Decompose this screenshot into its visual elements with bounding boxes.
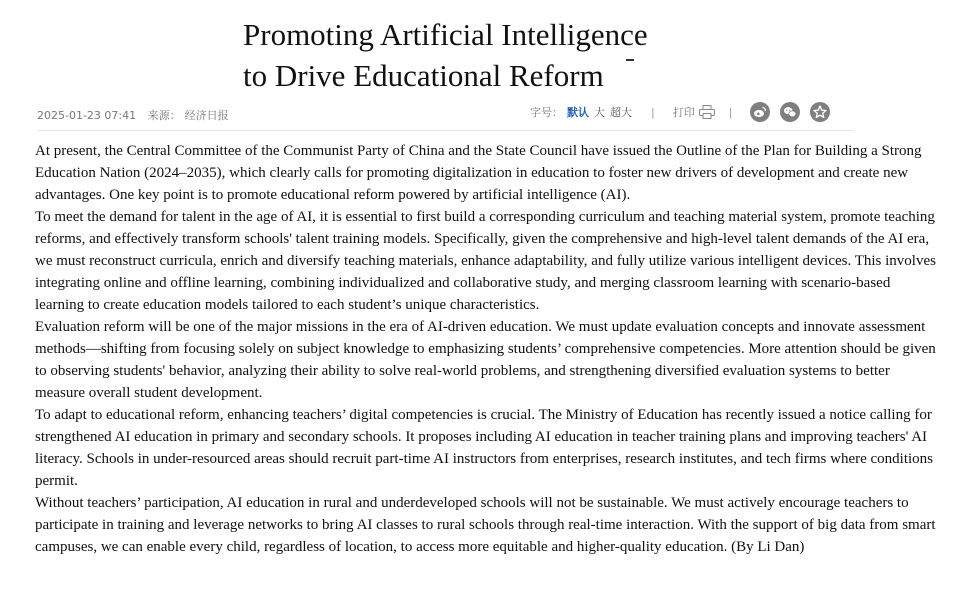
source-label: 来源： <box>147 109 181 122</box>
font-size-extra-large[interactable]: 超大 <box>610 106 632 119</box>
publish-info <box>37 107 237 123</box>
font-size-default[interactable]: 默认 <box>567 106 589 119</box>
headline-stray-mark <box>626 59 634 61</box>
article-paragraph-3: Evaluation reform will be one of the major missions in the era of AI-driven education. We must update evaluation concepts and innovate assessment methods—shifting from focusing solely on subject knowledge to emphasizing students’ comprehensive competencies. More attention should be given to observing students' behavior, analyzing their ability to solve real-world problems, and strengthening diversified evaluation systems to better measure overall student development. <box>35 319 936 401</box>
meta-divider <box>37 130 854 131</box>
article-meta-bar <box>37 100 854 130</box>
publish-date: 2025-01-23 07:41 <box>37 109 137 122</box>
headline-line-1: Promoting Artificial Intelligence <box>243 17 648 52</box>
source-name: 经济日报 <box>184 109 229 122</box>
font-size-label: 字号： <box>530 106 563 119</box>
favorite-star-icon[interactable] <box>810 102 830 122</box>
tools-separator: | <box>651 105 655 119</box>
headline-line-2: to Drive Educational Reform <box>243 58 604 93</box>
wechat-icon[interactable] <box>780 102 800 122</box>
article-paragraph-1: At present, the Central Committee of the Communist Party of China and the State Council have issued the Outline of the Plan for Building a Strong Education Nation (2024–2035), which clearly calls for promoting digitalization in education to foster new drivers of development and create new advantages. One key point is to promote educational reform powered by artificial intelligence (AI). <box>35 143 922 203</box>
printer-icon[interactable] <box>699 105 715 119</box>
print-label[interactable]: 打印 <box>672 106 695 119</box>
article-headline <box>243 14 648 96</box>
weibo-icon[interactable] <box>750 102 770 122</box>
article-tools <box>530 100 840 124</box>
article-paragraph-2: To meet the demand for talent in the age of AI, it is essential to first build a corresponding curriculum and teaching material system, promote teaching reforms, and effectively transform schools' talent training models. Specifically, given the comprehensive and high-level talent demands of the AI era, we must reconstruct curricula, enrich and diversify teaching materials, enhance adaptability, and fully utilize various intelligent devices. This involves integrating online and offline learning, combining individualized and collaborative study, and merging classroom learning with scenario-based learning to create education models tailored to each student’s unique characteristics. <box>35 209 936 313</box>
tools-separator-2: | <box>728 105 733 119</box>
article-paragraph-5: Without teachers’ participation, AI education in rural and underdeveloped schools will not be sustainable. We must actively encourage teachers to participate in training and leverage networks to bring AI classes to rural schools through real-time interaction. With the support of big data from smart campuses, we can enable every child, regardless of location, to access more equitable and higher-quality education. (By Li Dan) <box>35 495 936 555</box>
article-body <box>35 140 940 558</box>
article-paragraph-4: To adapt to educational reform, enhancing teachers’ digital competencies is crucial. The Ministry of Education has recently issued a notice calling for strengthened AI education in primary and secondary schools. It proposes including AI education in teacher training plans and improving teachers' AI literacy. Schools in under-resourced areas should recruit part-time AI instructors from enterprises, research institutes, and tech firms where conditions permit. <box>35 407 934 489</box>
font-size-large[interactable]: 大 <box>594 106 605 119</box>
